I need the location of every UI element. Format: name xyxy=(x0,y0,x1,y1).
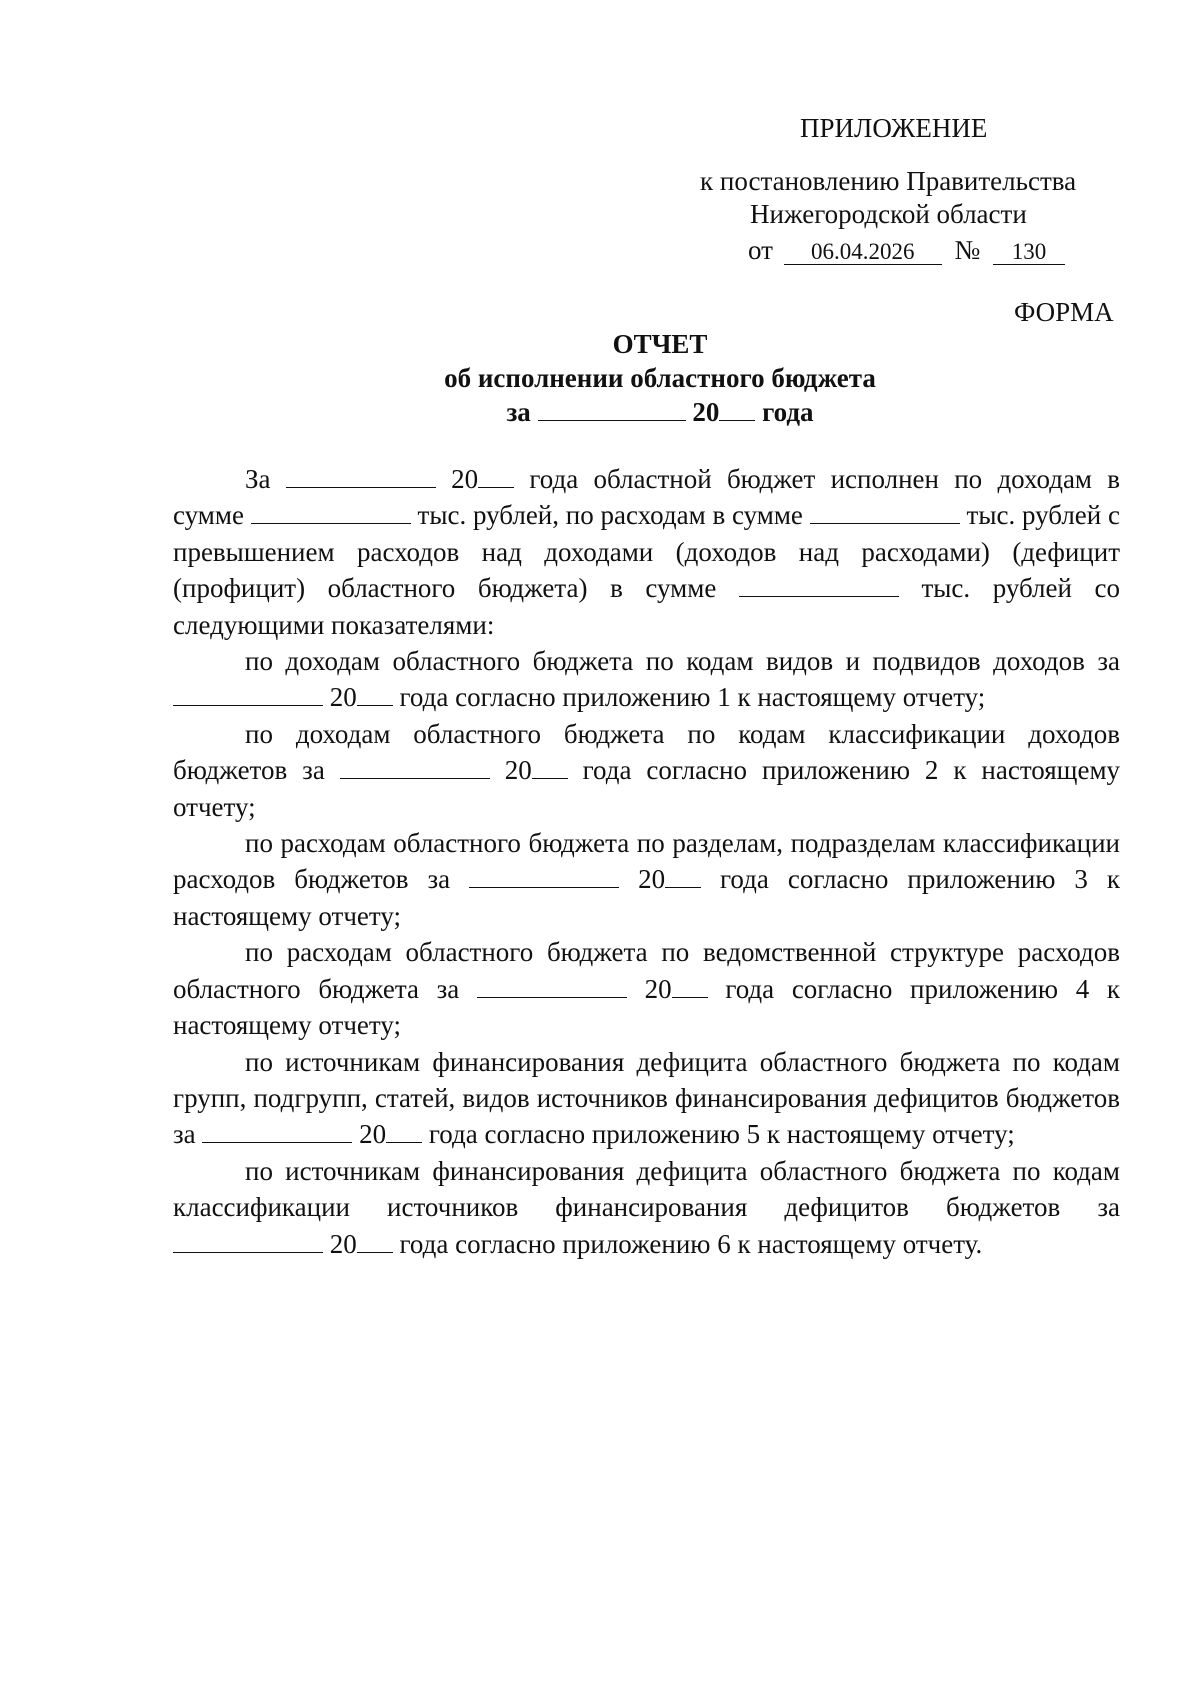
date-prefix: от xyxy=(748,235,773,265)
appendix-title: ПРИЛОЖЕНИЕ xyxy=(800,113,988,143)
appendix-decree-line: к постановлению Правительства xyxy=(700,166,1077,196)
period-year: 20 xyxy=(692,397,755,427)
decree-number: 130 xyxy=(993,240,1065,265)
expense-amount-blank xyxy=(810,522,960,524)
period-blank xyxy=(286,486,436,488)
period-suffix: года xyxy=(762,397,814,427)
report-body xyxy=(173,461,1120,1262)
paragraph-appendix-4: по расходам областного бюджета по ведомственной структуре расходов областного бюджета за 20 года согласно приложению 4 к настоящему отчету; xyxy=(173,937,1121,1041)
decree-date: 06.04.2026 xyxy=(784,240,942,265)
year-blank xyxy=(386,1141,422,1143)
income-amount-blank xyxy=(251,522,411,524)
year-blank xyxy=(665,886,701,888)
period-blank xyxy=(340,777,490,779)
number-sign: № xyxy=(954,235,981,265)
period-blank xyxy=(469,886,619,888)
period-blank xyxy=(173,704,323,706)
year-blank xyxy=(672,996,708,998)
deficit-amount-blank xyxy=(739,595,899,597)
appendix-date-line xyxy=(748,234,1065,267)
period-blank xyxy=(538,419,686,421)
year-blank xyxy=(478,486,514,488)
paragraph-appendix-1: по доходам областного бюджета по кодам видов и подвидов доходов за 20 года согласно приложению 1 к настоящему отчету; xyxy=(173,643,1120,716)
form-label: ФОРМА xyxy=(1014,297,1114,327)
year-blank xyxy=(532,777,568,779)
paragraph-appendix-2: по доходам областного бюджета по кодам классификации доходов бюджетов за 20 года согласно приложению 2 к настоящему отчету; xyxy=(173,718,1121,822)
paragraph-appendix-6: по источникам финансирования дефицита областного бюджета по кодам классификации источников финансирования дефицитов бюджетов за 20 года согласно приложению 6 к настоящему отчету. xyxy=(173,1155,1120,1259)
paragraph-appendix-5: по источникам финансирования дефицита областного бюджета по кодам групп, подгрупп, статей, видов источников финансирования дефицитов бюджетов за 20 года согласно приложению 5 к настоящему отчету; xyxy=(173,1046,1120,1150)
paragraph-appendix-3: по расходам областного бюджета по разделам, подразделам классификации расходов бюджетов за 20 года согласно приложению 3 к настоящему отчету; xyxy=(173,828,1120,931)
period-blank xyxy=(173,1251,323,1253)
period-blank xyxy=(202,1141,352,1143)
year-blank xyxy=(719,419,755,421)
report-subtitle: об исполнении областного бюджета xyxy=(444,363,876,393)
year-blank xyxy=(357,704,393,706)
period-blank xyxy=(477,996,627,998)
report-title: ОТЧЕТ xyxy=(612,329,708,359)
paragraph-summary: За 20 года областной бюджет исполнен по доходам в сумме тыс. рублей, по расходам в сумме тыс. рублей с превышением расходов над доходами (доходов над расходами) (дефицит (профицит) областного бюджета) в сумме тыс. рублей со следующими показателями: xyxy=(173,464,1121,640)
period-prefix: за xyxy=(506,397,531,427)
year-blank xyxy=(357,1251,393,1253)
appendix-region-line: Нижегородской области xyxy=(750,199,1027,229)
report-period xyxy=(160,397,1160,428)
